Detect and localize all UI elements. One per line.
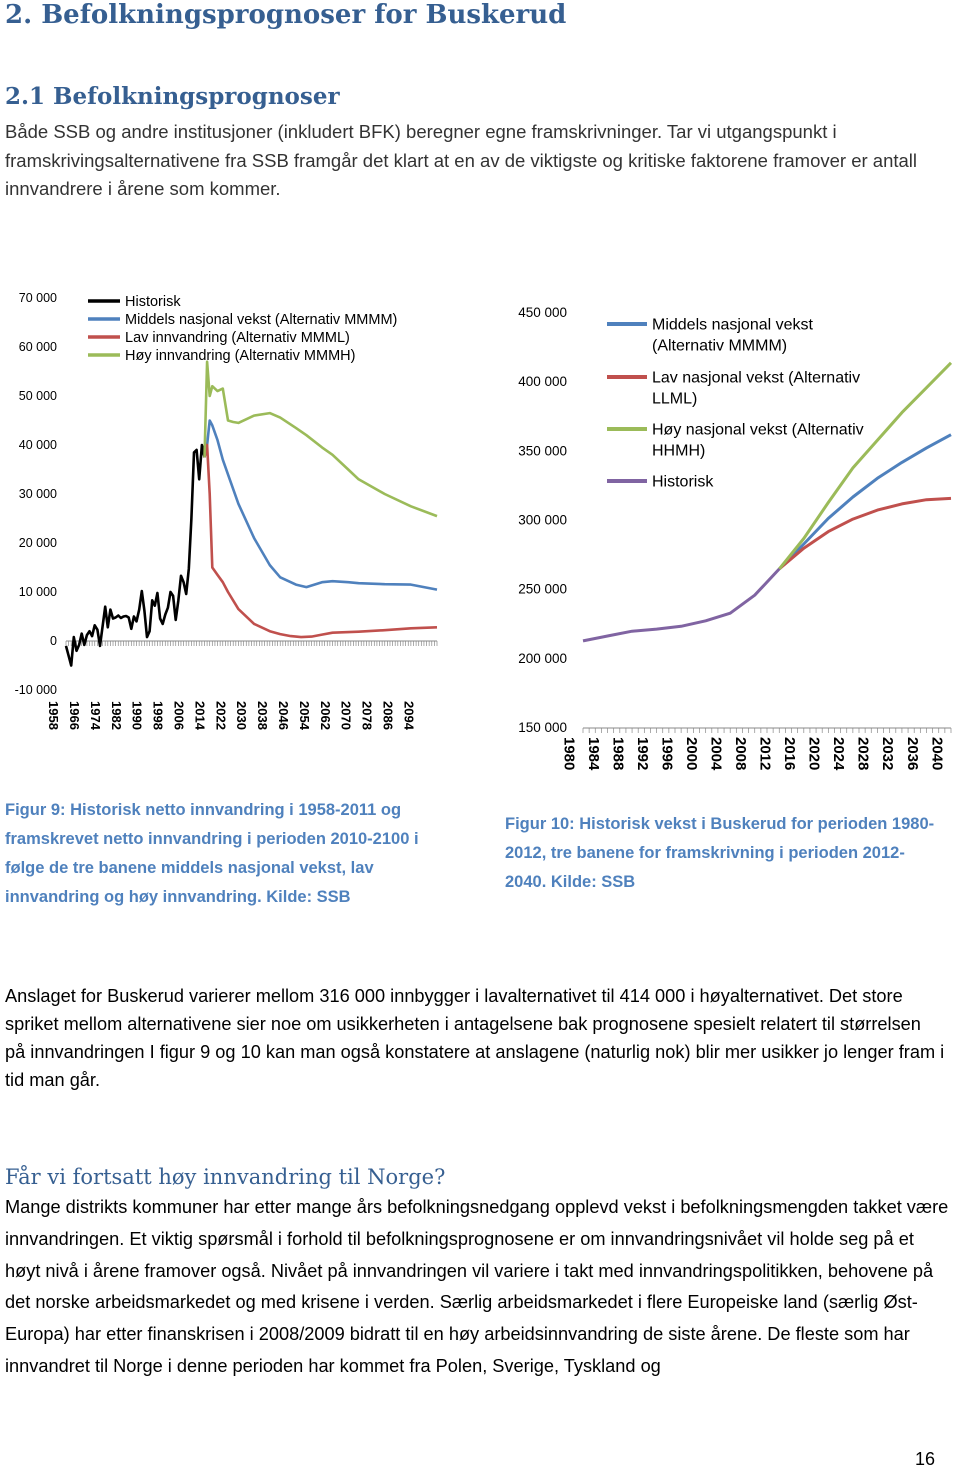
x-tick-label: 2022 bbox=[213, 701, 229, 730]
y-tick-label: 400 000 bbox=[518, 374, 567, 390]
y-tick-label: 0 bbox=[50, 634, 57, 648]
legend-label: LLML) bbox=[652, 390, 698, 408]
subsection-heading: 2.1 Befolkningsprognoser bbox=[5, 83, 340, 110]
y-tick-label: 250 000 bbox=[518, 581, 567, 597]
series-line-historisk bbox=[66, 445, 205, 666]
intro-paragraph: Både SSB og andre institusjoner (inkludert BFK) beregner egne framskrivninger. Tar vi utgangspunkt i framskrivingsalternativene fra SSB framgår det klart at en av de viktigste og kritiske faktorene framover er antall innvandrere i årene som kommer. bbox=[5, 121, 918, 199]
x-tick-label: 2024 bbox=[830, 737, 848, 771]
x-tick-label: 2012 bbox=[756, 737, 774, 771]
x-tick-label: 1992 bbox=[633, 737, 651, 771]
x-tick-label: 2000 bbox=[682, 737, 700, 771]
x-tick-label: 2006 bbox=[171, 701, 187, 730]
series-line-lav-nasjonal-vekst-alternativ-llml bbox=[779, 498, 951, 569]
figure-10-chart bbox=[495, 295, 960, 790]
x-tick-label: 2040 bbox=[928, 737, 946, 771]
y-tick-label: 350 000 bbox=[518, 443, 567, 459]
x-tick-label: 2004 bbox=[707, 737, 725, 771]
legend-label: HHMH) bbox=[652, 442, 706, 460]
y-tick-label: 300 000 bbox=[518, 512, 567, 528]
x-tick-label: 2036 bbox=[903, 737, 921, 771]
x-tick-label: 2008 bbox=[732, 737, 750, 771]
x-tick-label: 1974 bbox=[87, 701, 103, 730]
legend-label: Lav nasjonal vekst (Alternativ bbox=[652, 369, 861, 387]
legend-label: Historisk bbox=[652, 473, 714, 491]
x-tick-label: 2016 bbox=[781, 737, 799, 771]
x-tick-label: 2078 bbox=[359, 701, 375, 730]
legend-label: Lav innvandring (Alternativ MMML) bbox=[125, 330, 350, 347]
x-tick-label: 2038 bbox=[255, 701, 271, 730]
x-tick-label: 2070 bbox=[338, 701, 354, 730]
x-tick-label: 1982 bbox=[108, 701, 124, 730]
y-tick-label: 10 000 bbox=[18, 585, 57, 599]
y-tick-label: 200 000 bbox=[518, 650, 567, 666]
subsection-heading-question: Får vi fortsatt høy innvandring til Norge? bbox=[5, 1165, 446, 1189]
x-tick-label: 1958 bbox=[46, 701, 62, 730]
x-tick-label: 2014 bbox=[192, 701, 208, 730]
y-tick-label: -10 000 bbox=[14, 683, 57, 697]
y-tick-label: 20 000 bbox=[18, 536, 57, 550]
body-paragraph-2: Mange distrikts kommuner har etter mange års befolkningsnedgang opplevd vekst i befolkningsmengden takket være innvandringen. Et viktig spørsmål i forhold til befolkningsprognosene er om innvandringsnivået vil holde seg på et høyt nivå i årene framover også. Nivået på innvandringen vil variere i takt med innvandringspolitikken, behovene på det norske arbeidsmarkedet og med krisene i verden. Særlig arbeidsmarkedet i flere Europeiske land (særlig Øst-Europa) har etter finanskrisen i 2008/2009 bidratt til en høy arbeidsinnvandring de siste årene. De fleste som har innvandret til Norge i denne perioden har kommet fra Polen, Sverige, Tyskland og bbox=[5, 1197, 949, 1376]
page-number: 16 bbox=[914, 1449, 935, 1469]
series-line-h-y-innvandring-alternativ-mmmh bbox=[205, 362, 438, 516]
figure-9-chart bbox=[0, 285, 460, 755]
y-tick-label: 60 000 bbox=[18, 340, 57, 354]
y-tick-label: 50 000 bbox=[18, 389, 57, 403]
figure-10-caption: Figur 10: Historisk vekst i Buskerud for perioden 1980-2012, tre banene for framskrivning i perioden 2012-2040. Kilde: SSB bbox=[505, 815, 935, 891]
x-tick-label: 2032 bbox=[879, 737, 897, 771]
x-tick-label: 2086 bbox=[380, 701, 396, 730]
body-paragraph: Anslaget for Buskerud varierer mellom 316 000 innbygger i lavalternativet til 414 000 i høyalternativet. Det store spriket mellom alternativene sier noe om usikkerheten i antagelsene bak prognosene spesielt relatert til størrelsen på innvandringen I figur 9 og 10 kan man også konstatere at anslagene (naturlig nok) blir mer usikker jo lenger fram i tid man går. bbox=[5, 986, 945, 1090]
legend-label: Historisk bbox=[125, 294, 181, 311]
series-line-h-y-nasjonal-vekst-alternativ-hhmh bbox=[779, 363, 951, 569]
x-tick-label: 1990 bbox=[129, 701, 145, 730]
series-line-historisk bbox=[583, 569, 779, 641]
x-tick-label: 2028 bbox=[854, 737, 872, 771]
x-tick-label: 2030 bbox=[234, 701, 250, 730]
legend-label: Høy innvandring (Alternativ MMMH) bbox=[125, 348, 356, 365]
x-tick-label: 1980 bbox=[560, 737, 578, 771]
y-tick-label: 40 000 bbox=[18, 438, 57, 452]
y-tick-label: 70 000 bbox=[18, 291, 57, 305]
legend-label: Høy nasjonal vekst (Alternativ bbox=[652, 421, 864, 439]
figure-9-caption: Figur 9: Historisk netto innvandring i 1958-2011 og framskrevet netto innvandring i perioden 2010-2100 i følge de tre banene middels nasjonal vekst, lav innvandring og høy innvandring. Kilde: SSB bbox=[5, 801, 419, 906]
section-heading: 2. Befolkningsprognoser for Buskerud bbox=[5, 0, 567, 30]
series-line-lav-innvandring-alternativ-mmml bbox=[205, 445, 438, 637]
x-tick-label: 1984 bbox=[584, 737, 602, 771]
x-tick-label: 1966 bbox=[66, 701, 82, 730]
x-tick-label: 1996 bbox=[658, 737, 676, 771]
legend-label: Middels nasjonal vekst (Alternativ MMMM) bbox=[125, 312, 398, 329]
y-tick-label: 150 000 bbox=[518, 720, 567, 735]
x-tick-label: 1998 bbox=[150, 701, 166, 730]
x-tick-label: 2094 bbox=[401, 701, 417, 730]
x-tick-label: 1988 bbox=[609, 737, 627, 771]
x-tick-label: 2054 bbox=[296, 701, 312, 730]
x-tick-label: 2020 bbox=[805, 737, 823, 771]
y-tick-label: 450 000 bbox=[518, 305, 567, 320]
y-tick-label: 30 000 bbox=[18, 487, 57, 501]
x-tick-label: 2062 bbox=[317, 701, 333, 730]
legend-label: (Alternativ MMMM) bbox=[652, 337, 788, 355]
legend-label: Middels nasjonal vekst bbox=[652, 316, 813, 334]
x-tick-label: 2046 bbox=[275, 701, 291, 730]
